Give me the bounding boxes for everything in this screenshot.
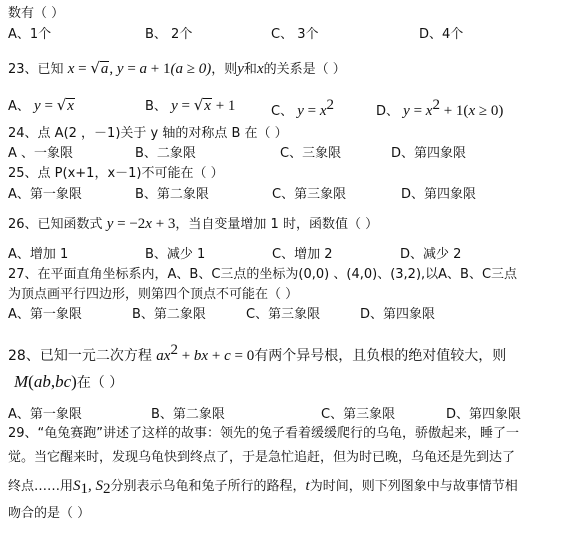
q24-option-d[interactable]: D、第四象限 bbox=[391, 146, 467, 161]
q23-options bbox=[8, 96, 568, 119]
q24-option-b[interactable]: B、二象限 bbox=[135, 146, 196, 161]
q22-option-b[interactable]: B、 2个 bbox=[145, 27, 193, 42]
q23-condition: (a ≥ 0) bbox=[170, 61, 212, 77]
q25-options bbox=[8, 186, 568, 204]
q27-question-line2: 为顶点画平行四边形，则第四个顶点不可能在（ ） bbox=[8, 287, 299, 302]
q26-tail: ，当自变量增加 1 时，函数值（ ） bbox=[175, 217, 379, 232]
q23-tail: ，则 bbox=[211, 62, 238, 77]
q28-point-line: M(ab,bc)在（ ） bbox=[14, 372, 124, 391]
q28-option-d[interactable]: D、第四象限 bbox=[446, 407, 522, 422]
q22-option-c[interactable]: C、 3个 bbox=[271, 27, 319, 42]
q28-option-c[interactable]: C、第三象限 bbox=[321, 407, 396, 422]
q22-options bbox=[8, 26, 568, 44]
q29-line4: 吻合的是（ ） bbox=[8, 506, 91, 521]
q28-options bbox=[8, 406, 568, 424]
q26-option-b[interactable]: B、减少 1 bbox=[145, 247, 206, 262]
q27-question-line1: 27、在平面直角坐标系内，A、B、C三点的坐标为(0,0) 、(4,0)、(3,2),以A、B、C三点 bbox=[8, 267, 518, 282]
q27-options bbox=[8, 306, 568, 324]
q24-option-c[interactable]: C、三象限 bbox=[280, 146, 342, 161]
q28-question: 28、已知一元二次方程 $ax^2$ + bx + c = 0有两个异号根，且负根的绝对值较大，则 bbox=[8, 342, 507, 364]
q24-option-a[interactable]: A 、一象限 bbox=[8, 146, 74, 161]
q27-option-a[interactable]: A、第一象限 bbox=[8, 307, 82, 322]
q29-line3: 终点……用$S_1$, $S_2$分别表示乌龟和兔子所行的路程，t为时间，则下列图象中与故事情节相 bbox=[8, 478, 518, 497]
q23-option-c[interactable]: C、 $y = x^2$ bbox=[271, 97, 335, 119]
q25-option-b[interactable]: B、第二象限 bbox=[135, 187, 209, 202]
q23-number: 23、已知 bbox=[8, 62, 64, 77]
q27-option-c[interactable]: C、第三象限 bbox=[246, 307, 321, 322]
q25-option-a[interactable]: A、第一象限 bbox=[8, 187, 82, 202]
q28-point-tail: 在（ ） bbox=[76, 375, 124, 391]
q24-options bbox=[8, 145, 568, 163]
q29-line1: 29、“龟兔赛跑”讲述了这样的故事：领先的兔子看着缓缓爬行的乌龟，骄傲起来，睡了一 bbox=[8, 426, 520, 441]
q29-line2: 觉。当它醒来时，发现乌龟快到终点了，于是急忙追赶，但为时已晚，乌龟还是先到达了 bbox=[8, 450, 516, 465]
q22-option-a[interactable]: A、1个 bbox=[8, 27, 52, 42]
q26-option-d[interactable]: D、减少 2 bbox=[400, 247, 462, 262]
q28-number: 28、已知一元二次方程 bbox=[8, 348, 152, 364]
q22-tail-text: 数有（ ） bbox=[8, 6, 65, 21]
q25-option-d[interactable]: D、第四象限 bbox=[401, 187, 477, 202]
q26-number: 26、已知函数式 bbox=[8, 217, 103, 232]
q26-option-a[interactable]: A、增加 1 bbox=[8, 247, 69, 262]
q24-question: 24、点 A(2 ，－1)关于 y 轴的对称点 B 在（ ） bbox=[8, 126, 288, 141]
q28-tail: 有两个异号根，且负根的绝对值较大，则 bbox=[254, 348, 507, 364]
q28-option-b[interactable]: B、第二象限 bbox=[151, 407, 225, 422]
q26-option-c[interactable]: C、增加 2 bbox=[272, 247, 333, 262]
q23-relation: 的关系是（ ） bbox=[263, 62, 346, 77]
q28-option-a[interactable]: A、第一象限 bbox=[8, 407, 82, 422]
q23-option-a[interactable]: A、 y = √x bbox=[8, 96, 74, 114]
q23-option-d[interactable]: D、 $y = x^2 + 1(x \ge 0)$ bbox=[376, 97, 504, 119]
q27-option-b[interactable]: B、第二象限 bbox=[132, 307, 206, 322]
q25-question: 25、点 P(x+1，x－1)不可能在（ ） bbox=[8, 166, 224, 181]
q23-question: 23、已知 x = √a, y = a + 1(a ≥ 0)，则y和x的关系是（ ） bbox=[8, 59, 346, 77]
q25-option-c[interactable]: C、第三象限 bbox=[272, 187, 347, 202]
q22-option-d[interactable]: D、4个 bbox=[419, 27, 464, 42]
q23-option-b[interactable]: B、 y = √x + 1 bbox=[145, 96, 236, 114]
q27-option-d[interactable]: D、第四象限 bbox=[360, 307, 436, 322]
q26-question: 26、已知函数式 y = −2x + 3，当自变量增加 1 时，函数值（ ） bbox=[8, 216, 379, 232]
q26-options bbox=[8, 246, 568, 264]
